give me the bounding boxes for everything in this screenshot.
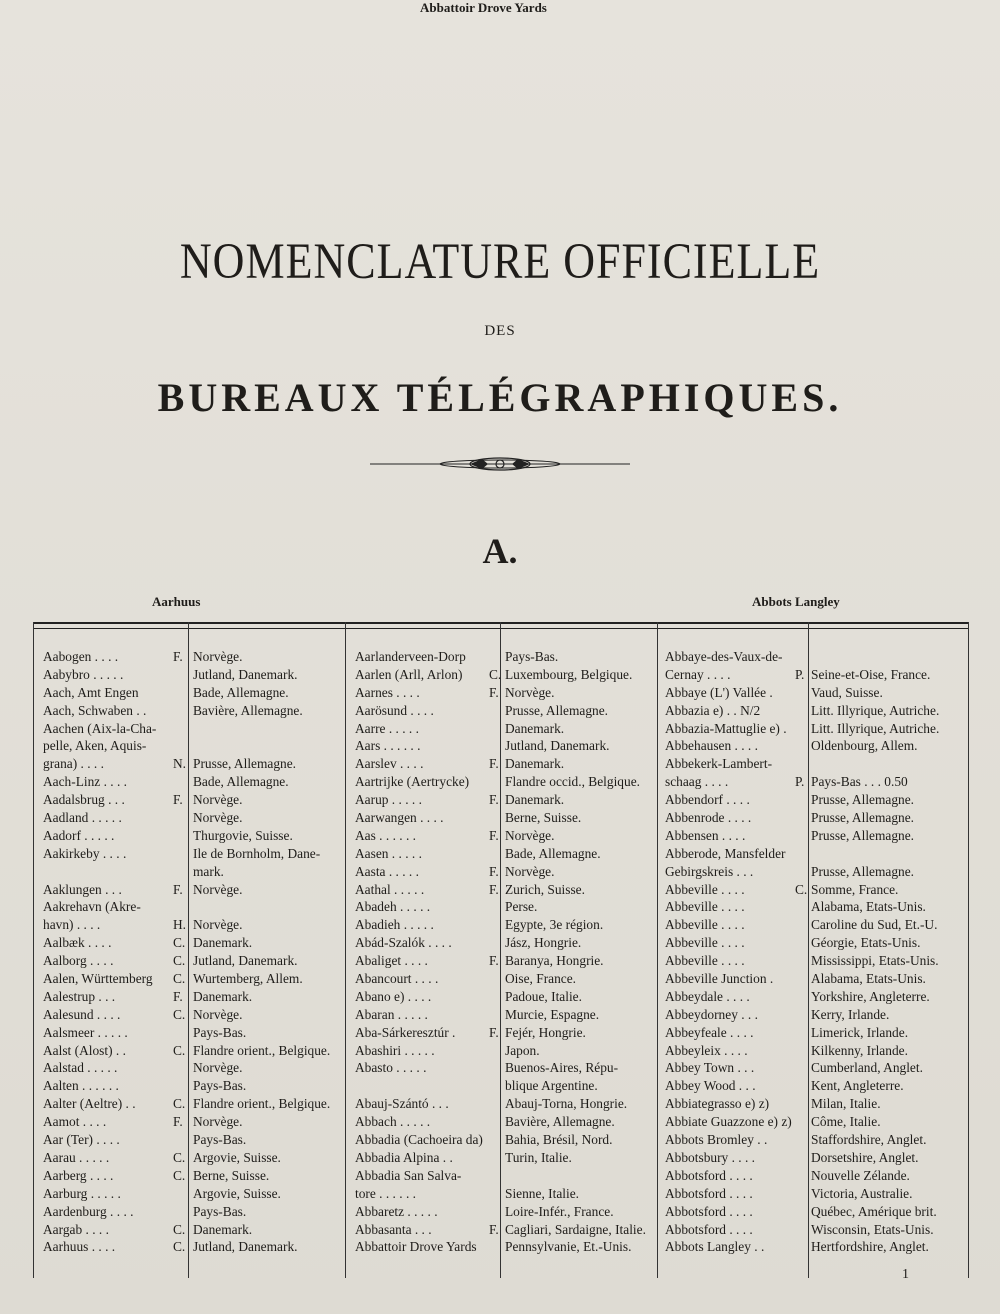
place-name: Aargab . . . .: [43, 1221, 109, 1237]
place-name: Abbotsford . . . .: [665, 1203, 753, 1219]
office-class: F.: [489, 1024, 499, 1040]
place-name: Abbasanta . . .: [355, 1221, 432, 1237]
region: Staffordshire, Anglet.: [811, 1132, 927, 1148]
place-name: Aalestrup . . .: [43, 988, 116, 1004]
place-name: Abbazia-Mattuglie e) .: [665, 720, 787, 736]
place-name: Abbotsford . . . .: [665, 1167, 753, 1183]
region: Prusse, Allemagne.: [811, 792, 915, 808]
place-name: Abadeh . . . . .: [355, 899, 431, 915]
table-row: [665, 1185, 965, 1203]
table-row: [665, 1006, 965, 1024]
place-name: Aadorf . . . . .: [43, 827, 115, 843]
place-name: Aalen, Württemberg: [43, 971, 153, 987]
place-name: Abbey Town . . .: [665, 1060, 755, 1076]
region: Pays-Bas.: [505, 649, 559, 664]
place-name: Gebirgskreis . . .: [665, 863, 754, 879]
region: Buenos-Aires, Répu-: [505, 1060, 619, 1076]
place-name: Abbaye-des-Vaux-de-: [665, 649, 783, 664]
region: Jutland, Danemark.: [193, 953, 298, 969]
region: Alabama, Etats-Unis.: [811, 899, 926, 915]
place-name: Aalten . . . . . .: [43, 1078, 119, 1094]
region: blique Argentine.: [505, 1078, 598, 1094]
table-row: [665, 1042, 965, 1060]
region: Bavière, Allemagne.: [505, 1114, 615, 1130]
place-name: Aalbæk . . . .: [43, 935, 112, 951]
region: Pays-Bas.: [193, 1203, 247, 1219]
place-name: Abbazia e) . . N/2: [665, 702, 761, 718]
place-name: Abbeville . . . .: [665, 935, 745, 951]
place-name: Abbeville . . . .: [665, 917, 745, 933]
place-name: Abbiategrasso e) z): [665, 1096, 770, 1112]
table-row: [665, 702, 965, 720]
place-name: Aba-Sárkeresztúr .: [355, 1024, 456, 1040]
place-name: Abbey Wood . . .: [665, 1078, 756, 1094]
place-name: Aalborg . . . .: [43, 953, 114, 969]
place-name: Cernay . . . .: [665, 666, 731, 682]
table-row: [665, 1095, 965, 1113]
region: Fejér, Hongrie.: [505, 1024, 586, 1040]
title-nomenclature: NOMENCLATURE OFFICIELLE: [179, 233, 821, 290]
running-head-center: Abbattoir Drove Yards: [420, 0, 547, 15]
table-row: [665, 755, 965, 773]
office-class: F.: [173, 649, 183, 664]
place-name: Aaklungen . . .: [43, 881, 122, 897]
place-name: Aadland . . . . .: [43, 810, 122, 826]
region: Jutland, Danemark.: [193, 666, 298, 682]
table-rule-second: [33, 628, 969, 629]
region: Prusse, Allemagne.: [811, 827, 915, 843]
table-row: [665, 988, 965, 1006]
place-name: Aartrijke (Aertrycke): [355, 774, 470, 790]
region: Perse.: [505, 899, 538, 915]
place-name: schaag . . . .: [665, 774, 729, 790]
region: Sienne, Italie.: [505, 1185, 579, 1201]
region: Argovie, Suisse.: [193, 1149, 281, 1165]
region: Litt. Illyrique, Autriche.: [811, 720, 940, 736]
table-row: [665, 827, 965, 845]
region: Oldenbourg, Allem.: [811, 738, 918, 754]
region: Mississippi, Etats-Unis.: [811, 953, 939, 969]
table-rule-top: [33, 622, 969, 624]
region: Bahia, Brésil, Nord.: [505, 1132, 613, 1148]
region: Baranya, Hongrie.: [505, 953, 604, 969]
table-row: [665, 952, 965, 970]
place-name: Abbeyleix . . . .: [665, 1042, 748, 1058]
place-name: Aarwangen . . . .: [355, 810, 444, 826]
place-name: Aar (Ter) . . . .: [43, 1132, 120, 1148]
office-class: C.: [173, 1167, 186, 1183]
place-name: Aach, Amt Engen: [43, 684, 139, 700]
region: Pennsylvanie, Et.-Unis.: [505, 1239, 632, 1255]
place-name: Abbehausen . . . .: [665, 738, 758, 754]
region: Danemark.: [193, 935, 253, 951]
place-name: grana) . . . .: [43, 756, 104, 772]
office-class: F.: [489, 792, 499, 808]
region: Kent, Angleterre.: [811, 1078, 904, 1094]
table-row: [665, 1113, 965, 1131]
region: Flandre orient., Belgique.: [193, 1042, 331, 1058]
office-class: C.: [173, 1221, 186, 1237]
place-name: Abbotsbury . . . .: [665, 1149, 756, 1165]
region: Hertfordshire, Anglet.: [811, 1239, 929, 1255]
region: Flandre orient., Belgique.: [193, 1096, 331, 1112]
index-table: [33, 618, 969, 1278]
table-row: [665, 666, 965, 684]
region: Luxembourg, Belgique.: [505, 666, 633, 682]
region: Argovie, Suisse.: [193, 1185, 281, 1201]
table-row: [665, 970, 965, 988]
place-name: Abbeydale . . . .: [665, 988, 750, 1004]
table-row: [665, 916, 965, 934]
region: Jutland, Danemark.: [193, 1239, 298, 1255]
office-class: F.: [489, 863, 499, 879]
region: Prusse, Allemagne.: [811, 863, 915, 879]
region: Québec, Amérique brit.: [811, 1203, 937, 1219]
table-row: [665, 898, 965, 916]
region: Pays-Bas.: [193, 1132, 247, 1148]
place-name: Aasta . . . . .: [355, 863, 419, 879]
title-bureaux: BUREAUX TÉLÉGRAPHIQUES.: [157, 375, 843, 420]
place-name: Abbach . . . . .: [355, 1114, 431, 1130]
region: Somme, France.: [811, 881, 899, 897]
region: Berne, Suisse.: [505, 810, 582, 826]
place-name: Aarre . . . . .: [355, 720, 419, 736]
table-row: [665, 791, 965, 809]
region: Norvège.: [193, 1006, 243, 1022]
place-name: Abbotsford . . . .: [665, 1185, 753, 1201]
region: Japon.: [505, 1042, 540, 1058]
region: Loire-Infér., France.: [505, 1203, 614, 1219]
region: Géorgie, Etats-Unis.: [811, 935, 921, 951]
region: Norvège.: [193, 881, 243, 897]
place-name: Abbensen . . . .: [665, 827, 746, 843]
region: Nouvelle Zélande.: [811, 1167, 910, 1183]
place-name: Abbekerk-Lambert-: [665, 756, 773, 772]
region: Norvège.: [193, 792, 243, 808]
region: Bade, Allemagne.: [193, 684, 289, 700]
column-rule: [968, 622, 969, 1278]
place-name: Abbadia (Cachoeira da): [355, 1132, 483, 1148]
table-row: [665, 845, 965, 863]
region: Padoue, Italie.: [505, 988, 582, 1004]
place-name: Abbots Bromley . .: [665, 1132, 768, 1148]
place-name: Aamot . . . .: [43, 1114, 107, 1130]
place-name: Abano e) . . . .: [355, 988, 432, 1004]
place-name: Abauj-Szántó . . .: [355, 1096, 449, 1112]
region: Dorsetshire, Anglet.: [811, 1149, 919, 1165]
place-name: Aabogen . . . .: [43, 649, 119, 664]
place-name: Aardenburg . . . .: [43, 1203, 134, 1219]
region: Zurich, Suisse.: [505, 881, 585, 897]
office-class: F.: [173, 988, 183, 1004]
title-des: DES: [484, 323, 516, 339]
place-name: Abadieh . . . . .: [355, 917, 434, 933]
region: Murcie, Espagne.: [505, 1006, 600, 1022]
region: Bade, Allemagne.: [505, 845, 601, 861]
ornament-divider: [370, 456, 630, 472]
place-name: Abancourt . . . .: [355, 971, 439, 987]
table-row: [665, 773, 965, 791]
place-name: Abbadia San Salva-: [355, 1167, 462, 1183]
office-class: F.: [173, 792, 183, 808]
place-name: tore . . . . . .: [355, 1185, 416, 1201]
place-name: Aarhuus . . . .: [43, 1239, 116, 1255]
region: Norvège.: [193, 810, 243, 826]
region: Kerry, Irlande.: [811, 1006, 890, 1022]
table-row: [665, 648, 965, 666]
region: Bade, Allemagne.: [193, 774, 289, 790]
place-name: Abád-Szalók . . . .: [355, 935, 452, 951]
region: Oise, France.: [505, 971, 577, 987]
office-class: F.: [489, 684, 499, 700]
place-name: Aarberg . . . .: [43, 1167, 114, 1183]
region: Prusse, Allemagne.: [811, 810, 915, 826]
place-name: Abbiate Guazzone e) z): [665, 1114, 792, 1130]
place-name: Aathal . . . . .: [355, 881, 425, 897]
place-name: Aarau . . . . .: [43, 1149, 110, 1165]
office-class: F.: [489, 1221, 499, 1237]
office-class: F.: [489, 827, 499, 843]
region: Vaud, Suisse.: [811, 684, 883, 700]
place-name: Aalsmeer . . . . .: [43, 1024, 128, 1040]
place-name: Abbeydorney . . .: [665, 1006, 758, 1022]
region: Jász, Hongrie.: [505, 935, 582, 951]
table-row: [665, 863, 965, 881]
place-name: havn) . . . .: [43, 917, 101, 933]
place-name: Aakrehavn (Akre-: [43, 899, 141, 915]
place-name: Aas . . . . . .: [355, 827, 416, 843]
place-name: Abberode, Mansfelder: [665, 845, 786, 861]
table-row: [665, 809, 965, 827]
place-name: Abashiri . . . . .: [355, 1042, 435, 1058]
office-class: F.: [489, 756, 499, 772]
place-name: Abbeville Junction .: [665, 971, 774, 987]
place-name: Abbadia Alpina . .: [355, 1149, 453, 1165]
table-row: [665, 1024, 965, 1042]
region: Prusse, Allemagne.: [505, 702, 609, 718]
office-class: C.: [173, 953, 186, 969]
office-class: C.: [795, 881, 808, 897]
table-row: [665, 881, 965, 899]
table-row: [665, 737, 965, 755]
region: Turin, Italie.: [505, 1149, 572, 1165]
office-class: H.: [173, 917, 187, 933]
place-name: Abbeville . . . .: [665, 953, 745, 969]
region: Flandre occid., Belgique.: [505, 774, 640, 790]
place-name: Aalter (Aeltre) . .: [43, 1096, 136, 1112]
place-name: pelle, Aken, Aquis-: [43, 738, 147, 754]
table-row: [665, 1203, 965, 1221]
region: Jutland, Danemark.: [505, 738, 610, 754]
region: Pays-Bas . . . 0.50: [811, 774, 908, 790]
office-class: F.: [489, 881, 499, 897]
table-row: [665, 1167, 965, 1185]
office-class: C.: [173, 935, 186, 951]
place-name: Aach, Schwaben . .: [43, 702, 147, 718]
region: Côme, Italie.: [811, 1114, 881, 1130]
place-name: Aakirkeby . . . .: [43, 845, 127, 861]
column-rule: [33, 622, 34, 1278]
place-name: Aarösund . . . .: [355, 702, 434, 718]
place-name: Abbenrode . . . .: [665, 810, 752, 826]
table-row: [665, 1131, 965, 1149]
region: Abauj-Torna, Hongrie.: [505, 1096, 628, 1112]
place-name: Aarburg . . . . .: [43, 1185, 121, 1201]
region: Kilkenny, Irlande.: [811, 1042, 908, 1058]
region: Berne, Suisse.: [193, 1167, 270, 1183]
place-name: Aars . . . . . .: [355, 738, 421, 754]
region: Egypte, 3e région.: [505, 917, 604, 933]
region: Pays-Bas.: [193, 1024, 247, 1040]
table-row: [665, 1238, 965, 1256]
place-name: Abbotsford . . . .: [665, 1221, 753, 1237]
place-name: Aabybro . . . . .: [43, 666, 124, 682]
region: Wurtemberg, Allem.: [193, 971, 303, 987]
region: Norvège.: [505, 684, 555, 700]
office-class: C.: [489, 666, 502, 682]
place-name: Aarslev . . . .: [355, 756, 424, 772]
region: Litt. Illyrique, Autriche.: [811, 702, 940, 718]
region: Ile de Bornholm, Dane-: [193, 845, 321, 861]
region: Norvège.: [505, 863, 555, 879]
region: Prusse, Allemagne.: [193, 756, 297, 772]
table-row: [665, 720, 965, 738]
region: Norvège.: [193, 1114, 243, 1130]
region: Danemark.: [193, 1221, 253, 1237]
place-name: Aalst (Alost) . .: [43, 1042, 126, 1058]
region: Cagliari, Sardaigne, Italie.: [505, 1221, 646, 1237]
region: Norvège.: [193, 917, 243, 933]
region: Norvège.: [193, 649, 243, 664]
region: Norvège.: [505, 827, 555, 843]
office-class: P.: [795, 774, 805, 790]
office-class: C.: [173, 1006, 186, 1022]
region: Yorkshire, Angleterre.: [811, 988, 930, 1004]
region: Limerick, Irlande.: [811, 1024, 909, 1040]
table-row: [665, 1059, 965, 1077]
section-letter: A.: [482, 531, 518, 571]
place-name: Aachen (Aix-la-Cha-: [43, 720, 157, 736]
table-row: [665, 1149, 965, 1167]
office-class: C.: [173, 1239, 186, 1255]
region: Danemark.: [505, 720, 565, 736]
region: Seine-et-Oise, France.: [811, 666, 931, 682]
region: Danemark.: [505, 792, 565, 808]
place-name: Abaran . . . . .: [355, 1006, 428, 1022]
place-name: Abaliget . . . .: [355, 953, 428, 969]
entries-column-3: [665, 648, 965, 1256]
office-class: F.: [173, 881, 183, 897]
place-name: Aarlen (Arll, Arlon): [355, 666, 463, 682]
place-name: Aasen . . . . .: [355, 845, 422, 861]
place-name: Aarnes . . . .: [355, 684, 420, 700]
region: mark.: [193, 863, 224, 879]
place-name: Aarlanderveen-Dorp: [355, 649, 466, 664]
region: Victoria, Australie.: [811, 1185, 913, 1201]
region: Bavière, Allemagne.: [193, 702, 303, 718]
office-class: C.: [173, 971, 186, 987]
running-head-left: Aarhuus: [152, 594, 201, 609]
place-name: Aalstad . . . . .: [43, 1060, 118, 1076]
place-name: Aarup . . . . .: [355, 792, 422, 808]
place-name: Abbeyfeale . . . .: [665, 1024, 754, 1040]
table-row: [665, 684, 965, 702]
office-class: F.: [173, 1114, 183, 1130]
region: Milan, Italie.: [811, 1096, 881, 1112]
region: Wisconsin, Etats-Unis.: [811, 1221, 934, 1237]
region: Norvège.: [193, 1060, 243, 1076]
table-row: [665, 1221, 965, 1239]
place-name: Abbattoir Drove Yards: [355, 1239, 477, 1255]
place-name: Abasto . . . . .: [355, 1060, 427, 1076]
place-name: Abbots Langley . .: [665, 1239, 765, 1255]
place-name: Aadalsbrug . . .: [43, 792, 125, 808]
place-name: Aalesund . . . .: [43, 1006, 121, 1022]
office-class: P.: [795, 666, 805, 682]
place-name: Abbendorf . . . .: [665, 792, 750, 808]
region: Alabama, Etats-Unis.: [811, 971, 926, 987]
region: Caroline du Sud, Et.-U.: [811, 917, 938, 933]
region: Thurgovie, Suisse.: [193, 827, 293, 843]
place-name: Abbeville . . . .: [665, 881, 745, 897]
region: Danemark.: [193, 988, 253, 1004]
table-row: [665, 934, 965, 952]
region: Danemark.: [505, 756, 565, 772]
office-class: N.: [173, 756, 187, 772]
office-class: F.: [489, 953, 499, 969]
table-row: [665, 1077, 965, 1095]
running-head-right: Abbots Langley: [752, 594, 840, 609]
office-class: C.: [173, 1042, 186, 1058]
place-name: Abbaretz . . . . .: [355, 1203, 438, 1219]
page-number: 1: [902, 1267, 909, 1282]
place-name: Abbeville . . . .: [665, 899, 745, 915]
place-name: Abbaye (L') Vallée .: [665, 684, 773, 700]
region: Cumberland, Anglet.: [811, 1060, 923, 1076]
office-class: C.: [173, 1096, 186, 1112]
office-class: C.: [173, 1149, 186, 1165]
place-name: Aach-Linz . . . .: [43, 774, 128, 790]
region: Pays-Bas.: [193, 1078, 247, 1094]
